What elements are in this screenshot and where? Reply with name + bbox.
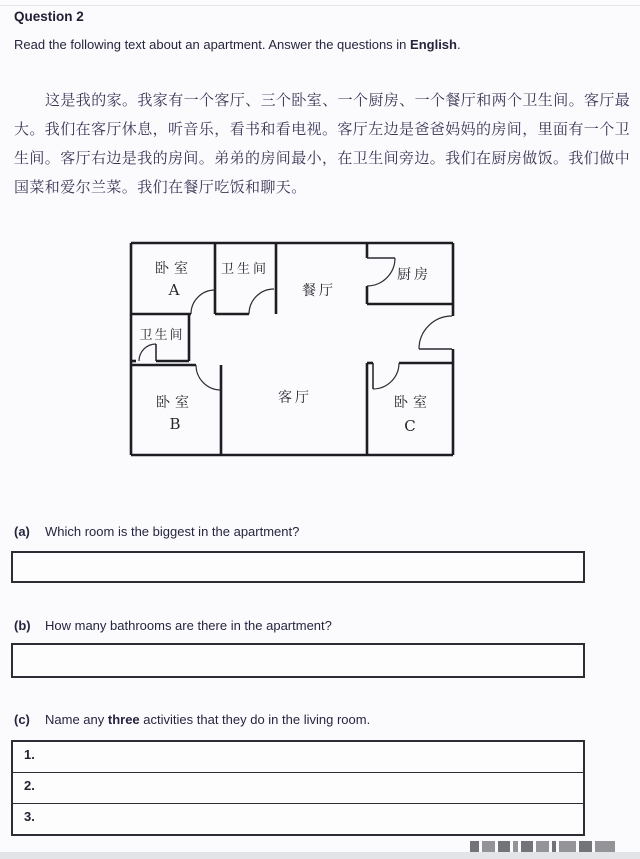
room-label: 卫生间 — [220, 262, 270, 277]
question-c-label: (c) — [14, 712, 30, 727]
door-swing-arc — [367, 258, 395, 286]
scan-bottom-artifact — [0, 852, 640, 859]
door-swing-arc — [249, 289, 274, 314]
answer-table-c — [11, 740, 585, 836]
question-a-text: Which room is the biggest in the apartment? — [45, 524, 300, 539]
question-b — [14, 618, 332, 633]
door-swing-arc — [373, 363, 399, 389]
passage-line: 生间。客厅右边是我的房间。弟弟的房间最小，在卫生间旁边。我们在厨房做饭。我们做中 — [14, 149, 631, 167]
floorplan-diagram — [129, 238, 459, 463]
question-c-text — [45, 712, 370, 727]
passage-line: 大。我们在客厅休息，听音乐，看书和看电视。客厅左边是爸爸妈妈的房间，里面有一个卫 — [14, 120, 631, 138]
door-swing-arc — [419, 316, 452, 349]
room-label: 卧室 — [394, 395, 432, 411]
question-c-suffix: activities that they do in the living room. — [139, 712, 371, 727]
door-swing-arc — [139, 344, 156, 361]
answer-row-1[interactable] — [13, 742, 583, 772]
room-label: B — [169, 415, 181, 433]
passage-line: 这是我的家。我家有一个客厅、三个卧室、一个厨房、一个餐厅和两个卫生间。客厅最 — [45, 91, 631, 109]
room-label: A — [168, 281, 180, 299]
answer-row-2-number: 2. — [24, 778, 35, 793]
answer-row-3[interactable] — [13, 803, 583, 834]
instruction-text — [14, 37, 461, 52]
room-label: C — [404, 417, 416, 435]
room-label: 卫生间 — [139, 328, 185, 343]
question-a-label: (a) — [14, 524, 30, 539]
answer-box-b[interactable] — [11, 643, 585, 678]
question-c-prefix: Name any — [45, 712, 108, 727]
instruction-prefix: Read the following text about an apartment. Answer the questions in — [14, 37, 411, 52]
question-title: Question 2 — [14, 9, 84, 24]
room-label: 卧室 — [155, 261, 193, 277]
passage-line: 国菜和爱尔兰菜。我们在餐厅吃饭和聊天。 — [14, 178, 307, 196]
answer-box-a[interactable] — [11, 551, 585, 583]
instruction-suffix: . — [456, 37, 461, 52]
door-swing-arc — [196, 365, 221, 390]
answer-row-1-number: 1. — [24, 747, 35, 762]
question-b-label: (b) — [14, 618, 31, 633]
chinese-passage — [14, 86, 630, 202]
question-a — [14, 524, 299, 539]
room-label: 客厅 — [278, 390, 312, 406]
question-b-text: How many bathrooms are there in the apartment? — [45, 618, 332, 633]
answer-row-3-number: 3. — [24, 809, 35, 824]
door-swing-arc — [191, 290, 215, 314]
instruction-bold-word: English — [410, 37, 457, 52]
question-c-bold-word: three — [107, 712, 140, 727]
room-label: 餐厅 — [302, 283, 336, 299]
room-label: 厨房 — [397, 267, 431, 283]
question-c — [14, 712, 370, 727]
scan-top-artifact — [0, 5, 640, 6]
answer-row-2[interactable] — [13, 772, 583, 803]
room-label: 卧室 — [156, 395, 194, 411]
